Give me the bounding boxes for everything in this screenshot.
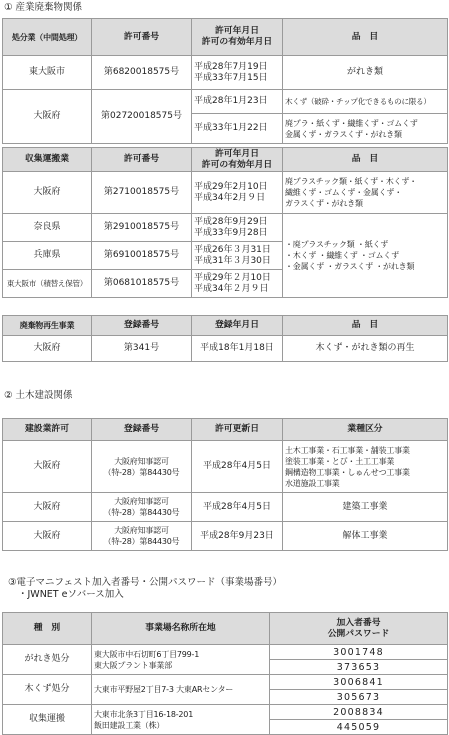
address-line: 大東市北条3丁目16-18-201 <box>94 709 194 719</box>
cell-items: 木くず（破砕・チップ化できるものに限る） <box>283 90 448 114</box>
header-valid-date: 許可の有効年月日 <box>201 159 273 170</box>
manifest-table <box>2 612 448 735</box>
header-subscriber <box>270 613 448 645</box>
cell-permit-number: 第2710018575号 <box>92 172 192 214</box>
cell-items <box>283 214 448 298</box>
construction-permit-table <box>2 418 448 551</box>
cell-items <box>283 172 448 214</box>
table-row <box>3 493 448 522</box>
table-row <box>3 705 448 720</box>
cell-registration-number <box>92 493 192 522</box>
cell-items: がれき類 <box>283 56 448 90</box>
header-permit-date: 許可年月日 <box>215 148 259 159</box>
header-permit-date: 許可年月日 <box>215 26 259 36</box>
item-line: ・廃プラスチック類 ・紙くず <box>285 240 389 249</box>
cell-public-password: 373653 <box>270 660 448 675</box>
table-row <box>3 214 448 242</box>
cell-type: がれき処分 <box>3 645 92 675</box>
item-line: 金属くず・ガラスくず・がれき類 <box>285 129 402 139</box>
business-line: 塗装工事業・とび・土工工事業 <box>285 456 395 466</box>
disposal-permit-table <box>2 18 448 144</box>
registration-line: 大阪府知事認可 <box>114 497 169 506</box>
table-row <box>3 645 448 660</box>
permit-date: 平成26年３月31日 <box>194 244 271 255</box>
cell-dates <box>192 270 283 298</box>
cell-items: 木くず・がれき類の再生 <box>283 336 448 362</box>
valid-date: 平成34年２月９日 <box>194 283 269 294</box>
cell-business-type <box>283 441 448 493</box>
cell-permit-number: 第6910018575号 <box>92 242 192 270</box>
cell-renewal-date: 平成28年4月5日 <box>192 493 283 522</box>
cell-permit-number: 第6820018575号 <box>92 56 192 90</box>
header-address: 事業場名称所在地 <box>92 613 270 645</box>
header-permit-number: 許可番号 <box>92 19 192 56</box>
header-items: 品 目 <box>283 19 448 56</box>
header-permit-dates <box>192 19 283 56</box>
cell-subscriber-number: 3006841 <box>270 675 448 690</box>
cell-permit-number: 第0681018575号 <box>92 270 192 298</box>
address-line: 大東市平野屋2丁目7-3 大東ARセンター <box>94 685 234 694</box>
header-renewal-date: 許可更新日 <box>192 419 283 441</box>
address-line: 飯田建設工業（株） <box>94 720 165 730</box>
header-construction: 建設業許可 <box>3 419 92 441</box>
header-registration-number: 登録番号 <box>92 316 192 336</box>
header-valid-date: 許可の有効年月日 <box>201 37 273 47</box>
registration-line: （特-28）第84430号 <box>103 467 180 477</box>
cell-prefecture: 大阪府 <box>3 90 92 144</box>
table-row <box>3 56 448 90</box>
item-line: 繊維くず・ゴムくず・金属くず・ <box>285 188 402 197</box>
cell-registration-number <box>92 522 192 551</box>
table-row <box>3 172 448 214</box>
cell-permit-date: 平成28年1月23日 <box>192 90 283 114</box>
item-line: 廃プラ・紙くず・繊維くず・ゴムくず <box>285 118 418 128</box>
item-line: ・木くず ・繊維くず ・ゴムくず <box>285 251 399 260</box>
permit-date: 平成28年7月19日 <box>194 61 268 72</box>
header-registration-date: 登録年月日 <box>192 316 283 336</box>
cell-valid-date: 平成33年1月22日 <box>192 114 283 144</box>
cell-prefecture: 東大阪市（積替え保管） <box>3 270 92 298</box>
registration-line: 大阪府知事認可 <box>114 526 169 535</box>
cell-address <box>92 705 270 735</box>
section-1-title: ① 産業廃棄物関係 <box>4 2 83 13</box>
header-business-type: 業種区分 <box>283 419 448 441</box>
cell-prefecture: 東大阪市 <box>3 56 92 90</box>
header-permit-dates <box>192 148 283 172</box>
header-type: 種 別 <box>3 613 92 645</box>
cell-registration-number <box>92 441 192 493</box>
table-row <box>3 441 448 493</box>
permit-date: 平成29年2月10日 <box>194 181 268 192</box>
cell-permit-number: 第02720018575号 <box>92 90 192 144</box>
item-line: ガラスくず・がれき類 <box>285 199 363 208</box>
cell-prefecture: 大阪府 <box>3 441 92 493</box>
item-line: 廃プラスチック類・紙くず・木くず・ <box>285 177 417 186</box>
business-line: 土木工事業・石工事業・舗装工事業 <box>285 445 410 455</box>
cell-renewal-date: 平成28年9月23日 <box>192 522 283 551</box>
cell-renewal-date: 平成28年4月5日 <box>192 441 283 493</box>
cell-prefecture: 兵庫県 <box>3 242 92 270</box>
cell-dates <box>192 214 283 242</box>
business-line: 鋼構造物工事業・しゅんせつ工事業 <box>285 467 410 477</box>
cell-prefecture: 奈良県 <box>3 214 92 242</box>
cell-public-password: 445059 <box>270 720 448 735</box>
table-row <box>3 522 448 551</box>
collection-transport-table <box>2 147 448 298</box>
header-permit-number: 許可番号 <box>92 148 192 172</box>
header-disposal: 処分業（中間処理） <box>3 19 92 56</box>
cell-permit-number: 第2910018575号 <box>92 214 192 242</box>
registration-line: 大阪府知事認可 <box>114 456 169 466</box>
cell-business-type: 解体工事業 <box>283 522 448 551</box>
cell-business-type: 建築工事業 <box>283 493 448 522</box>
cell-subscriber-number: 3001748 <box>270 645 448 660</box>
address-line: 東大阪プラント事業部 <box>94 660 172 670</box>
header-items: 品 目 <box>283 316 448 336</box>
cell-type: 収集運搬 <box>3 705 92 735</box>
business-line: 水道施設工事業 <box>285 478 340 488</box>
registration-line: （特-28）第84430号 <box>103 537 180 546</box>
header-recycling: 廃棄物再生事業 <box>3 316 92 336</box>
permit-date: 平成28年9月29日 <box>194 216 268 227</box>
cell-prefecture: 大阪府 <box>3 172 92 214</box>
header-registration-number: 登録番号 <box>92 419 192 441</box>
valid-date: 平成33年9月28日 <box>194 227 268 238</box>
section-3-title: ③電子マニフェスト加入者番号・公開パスワード（事業場番号） <box>8 577 283 588</box>
cell-public-password: 305673 <box>270 690 448 705</box>
cell-subscriber-number: 2008834 <box>270 705 448 720</box>
cell-dates <box>192 242 283 270</box>
table-row <box>3 675 448 690</box>
cell-type: 木くず処分 <box>3 675 92 705</box>
recycling-business-table <box>2 315 448 362</box>
valid-date: 平成33年7月15日 <box>194 72 268 83</box>
cell-items <box>283 114 448 144</box>
permit-date: 平成29年２月10日 <box>194 272 271 283</box>
valid-date: 平成31年３月30日 <box>194 255 271 266</box>
cell-registration-date: 平成18年1月18日 <box>192 336 283 362</box>
cell-dates <box>192 172 283 214</box>
table-row <box>3 90 448 114</box>
valid-date: 平成34年2月９日 <box>194 192 266 203</box>
header-items: 品 目 <box>283 148 448 172</box>
header-public-password: 公開パスワード <box>327 628 390 639</box>
registration-line: （特-28）第84430号 <box>103 508 180 517</box>
cell-prefecture: 大阪府 <box>3 522 92 551</box>
cell-registration-number: 第341号 <box>92 336 192 362</box>
cell-address <box>92 645 270 675</box>
section-3-subtitle: ・JWNET eソバース加入 <box>18 589 124 600</box>
cell-address <box>92 675 270 705</box>
cell-prefecture: 大阪府 <box>3 336 92 362</box>
cell-dates <box>192 56 283 90</box>
item-line: ・金属くず ・ガラスくず ・がれき類 <box>285 262 415 271</box>
table-row <box>3 336 448 362</box>
address-line: 東大阪市中石切町6丁目799-1 <box>94 649 200 659</box>
header-subscriber-number: 加入者番号 <box>336 617 381 628</box>
section-2-title: ② 土木建設関係 <box>4 390 73 401</box>
cell-prefecture: 大阪府 <box>3 493 92 522</box>
header-collection: 収集運搬業 <box>3 148 92 172</box>
